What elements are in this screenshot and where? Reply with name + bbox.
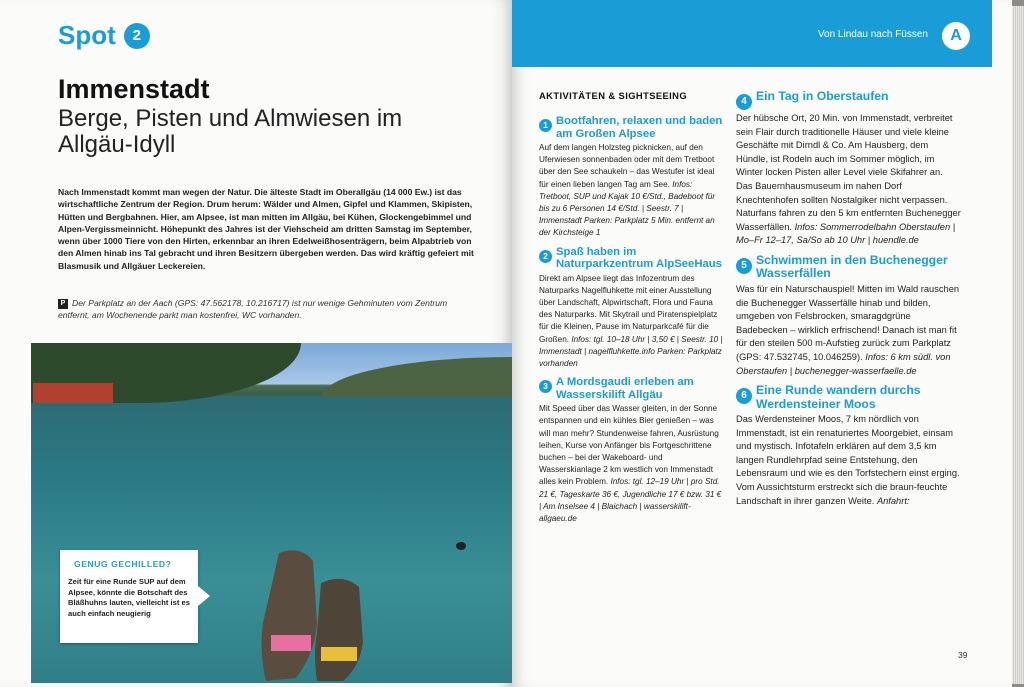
entry-title: Spaß haben im Naturparkzentrum AlpSeeHaus — [556, 245, 722, 271]
entry-info: Infos: Sommerrodelbahn Oberstaufen | Mo–Fr 12–17, Sa/So ab 10 Uhr | huendle.de — [736, 221, 956, 246]
entry-number-badge: 4 — [736, 94, 752, 110]
activity-entry — [539, 246, 723, 371]
spot-number-badge: 2 — [124, 23, 150, 49]
entry-text: Was für ein Naturschauspiel! Mitten im Wald rauschen die Buchenegger Wasserfälle hinab und bilden, umgeben von Felsbrocken, smaragdgrüne Badebecken – wirklich erfrischend! Danach ist man fit für den steilen 500 m-Aufstieg zurück zum Parkplatz (GPS: 47.532745, 10.046259). — [736, 283, 960, 362]
parking-text: Der Parkplatz an der Aach (GPS: 47.562178, 10.216717) ist nur wenige Gehminuten vom Zentrum entfernt, am Wochenende parkt man kostenfrei, WC vorhanden. — [58, 298, 448, 320]
right-page — [512, 0, 1012, 687]
entry-heading — [736, 254, 961, 281]
entry-title: Eine Runde wandern durchs Werdensteiner Moos — [756, 383, 921, 411]
entry-heading — [539, 376, 723, 401]
entry-heading — [736, 90, 961, 110]
parking-icon: P — [58, 299, 68, 309]
chapter-subtitle: Berge, Pisten und Almwiesen im Allgäu-Idyll — [58, 105, 403, 158]
entry-heading — [736, 384, 961, 411]
parking-note — [58, 297, 478, 321]
entry-info: Infos: tgl. 10–18 Uhr | 3,50 € | Seestr. 10 | Immenstadt | nagelfluhkette.info Parken: Parkplatz vorhanden — [539, 334, 723, 369]
entry-body — [539, 403, 723, 525]
entry-body — [539, 142, 723, 240]
book-page-edges — [1012, 6, 1024, 684]
route-title: Von Lindau nach Füssen — [817, 29, 928, 40]
hiking-shoes — [251, 543, 371, 683]
entry-heading — [539, 115, 723, 140]
column-left — [539, 90, 723, 531]
mountain-ridge — [322, 357, 512, 397]
entry-text: Das Werdensteiner Moos, 7 km nördlich von Immenstadt, ist ein renaturiertes Moorgebiet, einsam und mystisch. Infotafeln erklären auf dem 3,5 km langen Rundlehrpfad seine Entstehung, den Lebensraum und wie es den Torfstechern einst erging. Vom Aussichtsturm erstreckt sich die braun-feuchte Landschaft in ihrer ganzen Weite. — [736, 414, 960, 506]
entry-number-badge: 5 — [736, 258, 752, 274]
spot-label: Spot — [58, 20, 116, 50]
entry-text: Mit Speed über das Wasser gleiten, in der Sonne entspannen und ein kühles Bier genießen – was will man mehr? Stundenweise fahren, Ausrüstung leihen, Kurse von Anfänger bis Fortgeschrittene buchen – bei der Wakeboard- und Wasserskianlage 2 km westlich von Immenstadt alles kein Problem. — [539, 404, 719, 487]
entry-number-badge: 3 — [539, 380, 552, 393]
entry-text: Auf dem langen Holzsteg picknicken, auf den Uferwiesen sonnenbaden oder mit dem Tretboot über den See schaukeln – das Westufer ist ideal für einen lieben langen Tag am See. — [539, 143, 715, 189]
activity-entry — [736, 384, 961, 508]
entry-body — [736, 283, 961, 378]
entry-title: Schwimmen in den Buchenegger Wasserfällen — [756, 252, 948, 281]
entry-info: Infos: tgl. 12–19 Uhr | pro Std. 21 €, Tageskarte 36 €, Jugendliche 17 € bzw. 31 € | Am Inselsee 4 | Blaichach | wasserskilift-allgaeu.de — [539, 477, 722, 524]
chapter-banner — [512, 0, 992, 67]
entry-info: Infos: Tretboot, SUP und Kajak 10 €/Std., Badeboot für bis zu 6 Personen 14 €/Std. | Seestr. 7 | Immenstadt Parken: Parkplatz 5 Min. entfernt an der Kirchsteige 1 — [539, 179, 716, 238]
entry-body — [736, 112, 961, 248]
column-right — [736, 90, 961, 514]
entry-text: Der hübsche Ort, 20 Min. von Immenstadt, verbreitet sein Flair durch traditionelle Häuser und viele kleine Geschäfte mit Dirndl & Co. Am Hausberg, dem Hündle, ist Rodeln auch im Sommer möglich, im Winter locken Pisten aller Level viele Skifahrer an. Das Bauernhausmuseum im nahen Dorf Knechtenhofen sollten Nostalgiker nicht verpassen. Naturfans fahren zu den 5 km entfernten Buchenegger Wasserfällen. — [736, 113, 961, 232]
page-number: 39 — [958, 650, 968, 660]
entry-body — [736, 413, 961, 508]
callout-text: Zeit für eine Runde SUP auf dem Alpsee, könnte die Botschaft des Bläßhuhns lauten, vielleicht ist es auch einfach neugierig — [68, 577, 190, 618]
entry-title: Bootfahren, relaxen und baden am Großen Alpsee — [556, 115, 723, 140]
spot-heading — [58, 20, 150, 51]
entry-number-badge: 2 — [539, 250, 552, 263]
boathouse — [33, 383, 113, 403]
coot-bird — [456, 542, 466, 550]
entry-heading — [539, 246, 723, 271]
route-badge: A — [942, 22, 970, 50]
entry-title: Ein Tag in Oberstaufen — [756, 89, 889, 103]
activity-entry — [736, 90, 961, 248]
section-heading: AKTIVITÄTEN & SIGHTSEEING — [539, 90, 688, 101]
entry-number-badge: 1 — [539, 119, 552, 132]
activity-entry — [539, 376, 723, 525]
photo-callout — [60, 550, 198, 643]
callout-title: GENUG GECHILLED? — [74, 559, 172, 569]
entry-body — [539, 273, 723, 371]
activity-entry — [736, 254, 961, 378]
city-title: Immenstadt — [58, 74, 210, 104]
entry-info: Anfahrt: — [876, 495, 910, 506]
intro-paragraph: Nach Immenstadt kommt man wegen der Natur. Die älteste Stadt im Oberallgäu (14 000 Ew.) ist das wirtschaftliche Zentrum der Region. Drum herum: Wälder und Almen, Gipfel und Klammen, Skipisten, Hütten und Bergbahnen. Hier, am Alpsee, ist man mitten im Allgäu, bei Kühen, Glockengebimmel und Alpen-Vergissmeinnicht. Höhepunkt des Jahres ist der Viehscheid am dritten Samstag im September, wenn über 1000 Tiere von den Hirten, erkennbar an ihren Edelweißhosenträgern, beim Alpabtrieb von den Almen hinab ins Tal gebracht und ihren Besitzern übergeben werden. Das wird kräftig gefeiert mit Blasmusik und Allgäuer Leckereien. — [58, 187, 474, 271]
entry-title: A Mordsgaudi erleben am Wasserskilift Allgäu — [556, 376, 694, 401]
activity-entry — [539, 115, 723, 240]
entry-text: Direkt am Alpsee liegt das Infozentrum des Naturparks Nagelfluhkette mit einer Ausstellung über Landschaft, Alpwirtschaft, Flora und Fauna des Naturparks. Mit Skytrail und Piratenspielplatz für die Kleinen, Pause im Naturparkcafé für die Großen. — [539, 273, 718, 344]
entry-number-badge: 6 — [736, 388, 752, 404]
entry-info: Infos: 6 km südl. von Oberstaufen | buchenegger-wasserfaelle.de — [736, 351, 951, 376]
